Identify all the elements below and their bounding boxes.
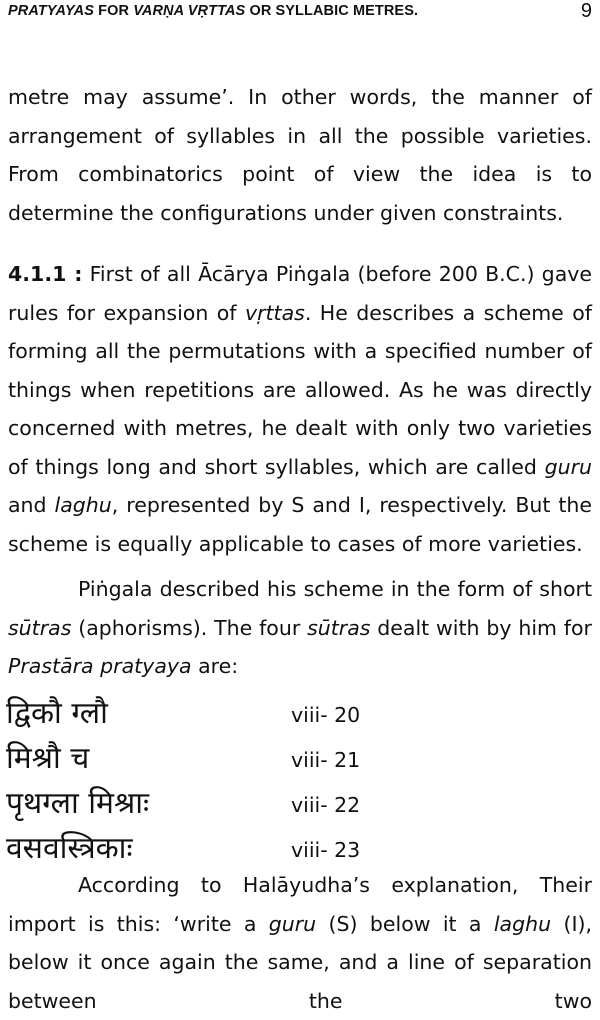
paragraph-pingala-sutras xyxy=(8,570,592,686)
running-title-varna-vrttas: VARṆA VṚTTAS xyxy=(133,3,246,19)
term-sutras-2: sūtras xyxy=(307,615,371,640)
sutra-reference: viii- 21 xyxy=(291,748,361,772)
sutras-text-1: Piṅgala described his scheme in the form of short xyxy=(78,577,592,601)
term-laghu: laghu xyxy=(54,493,112,517)
page-header xyxy=(8,0,592,26)
sutras-text-2: (aphorisms). The four xyxy=(71,615,308,640)
sutra-row xyxy=(6,739,586,785)
sutra-reference: viii- 22 xyxy=(291,793,361,817)
term-guru: guru xyxy=(544,454,592,479)
paragraph-halayudha xyxy=(8,866,592,1020)
paragraph-metre-assume xyxy=(8,78,592,232)
sutra-reference: viii- 20 xyxy=(291,703,361,727)
running-title-pratyayas: PRATYAYAS xyxy=(8,3,95,19)
sutra-sanskrit: मिश्रौ च xyxy=(6,741,90,776)
sutras-text-4: are: xyxy=(191,654,239,678)
section-text-2: . He describes a scheme of forming all the permutations with a specified number of things when repetitions are allowed. As he was directly concerned with metres, he dealt with only two varieties of things long and short syllables, which are called xyxy=(8,300,592,479)
sutra-sanskrit: पृथग्ला मिश्राः xyxy=(6,786,150,821)
term-prastara-pratyaya: Prastāra pratyaya xyxy=(8,654,192,678)
paragraph-metre-assume-text: metre may assume’. In other words, the manner of arrangement of syllables in all the possible varieties. From combinatorics point of view the idea is to determine the configurations under given constraints. xyxy=(8,85,592,225)
running-title-syllabic-metres: OR SYLLABIC METRES. xyxy=(245,3,419,19)
term-sutras-1: sūtras xyxy=(8,615,72,640)
term-laghu: laghu xyxy=(493,911,552,936)
paragraph-section-4-1-1 xyxy=(8,255,592,563)
running-title-for: FOR xyxy=(94,3,134,19)
sutra-sanskrit: द्विकौ ग्लौ xyxy=(6,696,108,731)
section-text-4: , represented by S and I, respectively. But the scheme is equally applicable to cases of more varieties. xyxy=(8,493,592,556)
page-number: 9 xyxy=(580,0,592,22)
term-vrttas: vṛttas xyxy=(244,300,305,325)
halayudha-text-3: (I), below it once again the same, and a line of separation between the two xyxy=(8,911,593,1013)
halayudha-text-2: (S) below it a xyxy=(316,911,494,936)
sutra-reference: viii- 23 xyxy=(291,838,361,862)
sutras-text-3: dealt with by him for xyxy=(370,615,592,640)
section-text-3: and xyxy=(8,493,55,517)
halayudha-text-1: According to Halāyudha’s explanation, Their import is this: ‘write a xyxy=(8,873,592,936)
section-number: 4.1.1 : xyxy=(8,262,83,286)
sutra-row xyxy=(6,694,586,740)
section-text-1: First of all Ācārya Piṅgala (before 200 B.C.) gave rules for expansion of xyxy=(8,262,593,325)
sutra-sanskrit: वसवस्त्रिकाः xyxy=(6,831,133,866)
running-title xyxy=(8,3,418,19)
term-guru: guru xyxy=(268,911,317,936)
sutra-row xyxy=(6,784,586,830)
